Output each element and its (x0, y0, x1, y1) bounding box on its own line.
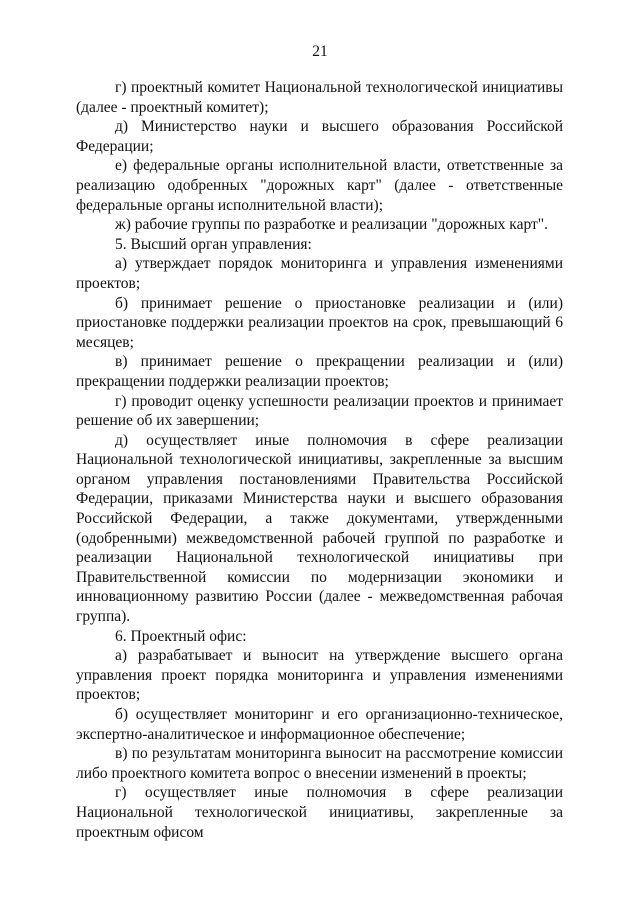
section-heading-5: 5. Высший орган управления: (115, 235, 312, 253)
paragraph-5a: а) утверждает порядок мониторинга и управления изменениями проектов; (76, 255, 563, 292)
document-body (76, 78, 563, 842)
paragraph-6a: а) разрабатывает и выносит на утверждение высшего органа управления проект порядка мониторинга и управления изменениями проектов; (76, 647, 563, 704)
paragraph-6v: в) по результатам мониторинга выносит на рассмотрение комиссии либо проектного комитета вопрос о внесении изменений в проекты; (76, 745, 563, 782)
paragraph-5b: б) принимает решение о приостановке реализации и (или) приостановке поддержки реализации проектов на срок, превышающий 6 месяцев; (76, 294, 563, 351)
paragraph-item-e-federal-bodies: е) федеральные органы исполнительной власти, ответственные за реализацию одобренных "дорожных карт" (далее - ответственные федеральные органы исполнительной власти); (76, 157, 563, 214)
paragraph-5v: в) принимает решение о прекращении реализации и (или) прекращении поддержки реализации проектов; (76, 353, 563, 390)
paragraph-item-d-ministry: д) Министерство науки и высшего образования Российской Федерации; (76, 118, 563, 155)
paragraph-6b: б) осуществляет мониторинг и его организационно-техническое, экспертно-аналитическое и информационное обеспечение; (76, 706, 563, 743)
page-number: 21 (312, 43, 328, 60)
paragraph-5d: д) осуществляет иные полномочия в сфере реализации Национальной технологической инициативы, закрепленные за высшим органом управления постановлениями Правительства Российской Федерации, приказами Министерства науки и высшего образования Российской Федерации, а также документами, утвержденными (одобренными) межведомственной рабочей группой по разработке и реализации Национальной технологической инициативы при Правительственной комиссии по модернизации экономики и инновационному развитию России (далее - межведомственная рабочая группа). (76, 431, 563, 626)
paragraph-5g: г) проводит оценку успешности реализации проектов и принимает решение об их завершении; (76, 392, 563, 430)
paragraph-item-zh-working-groups: ж) рабочие группы по разработке и реализации "дорожных карт". (115, 216, 549, 234)
section-heading-6: 6. Проектный офис: (115, 627, 247, 645)
paragraph-6g: г) осуществляет иные полномочия в сфере реализации Национальной технологической инициативы, закрепленные за проектным офисом (76, 784, 563, 841)
paragraph-item-g-project-committee: г) проектный комитет Национальной технологической инициативы (далее - проектный комитет); (76, 79, 563, 116)
